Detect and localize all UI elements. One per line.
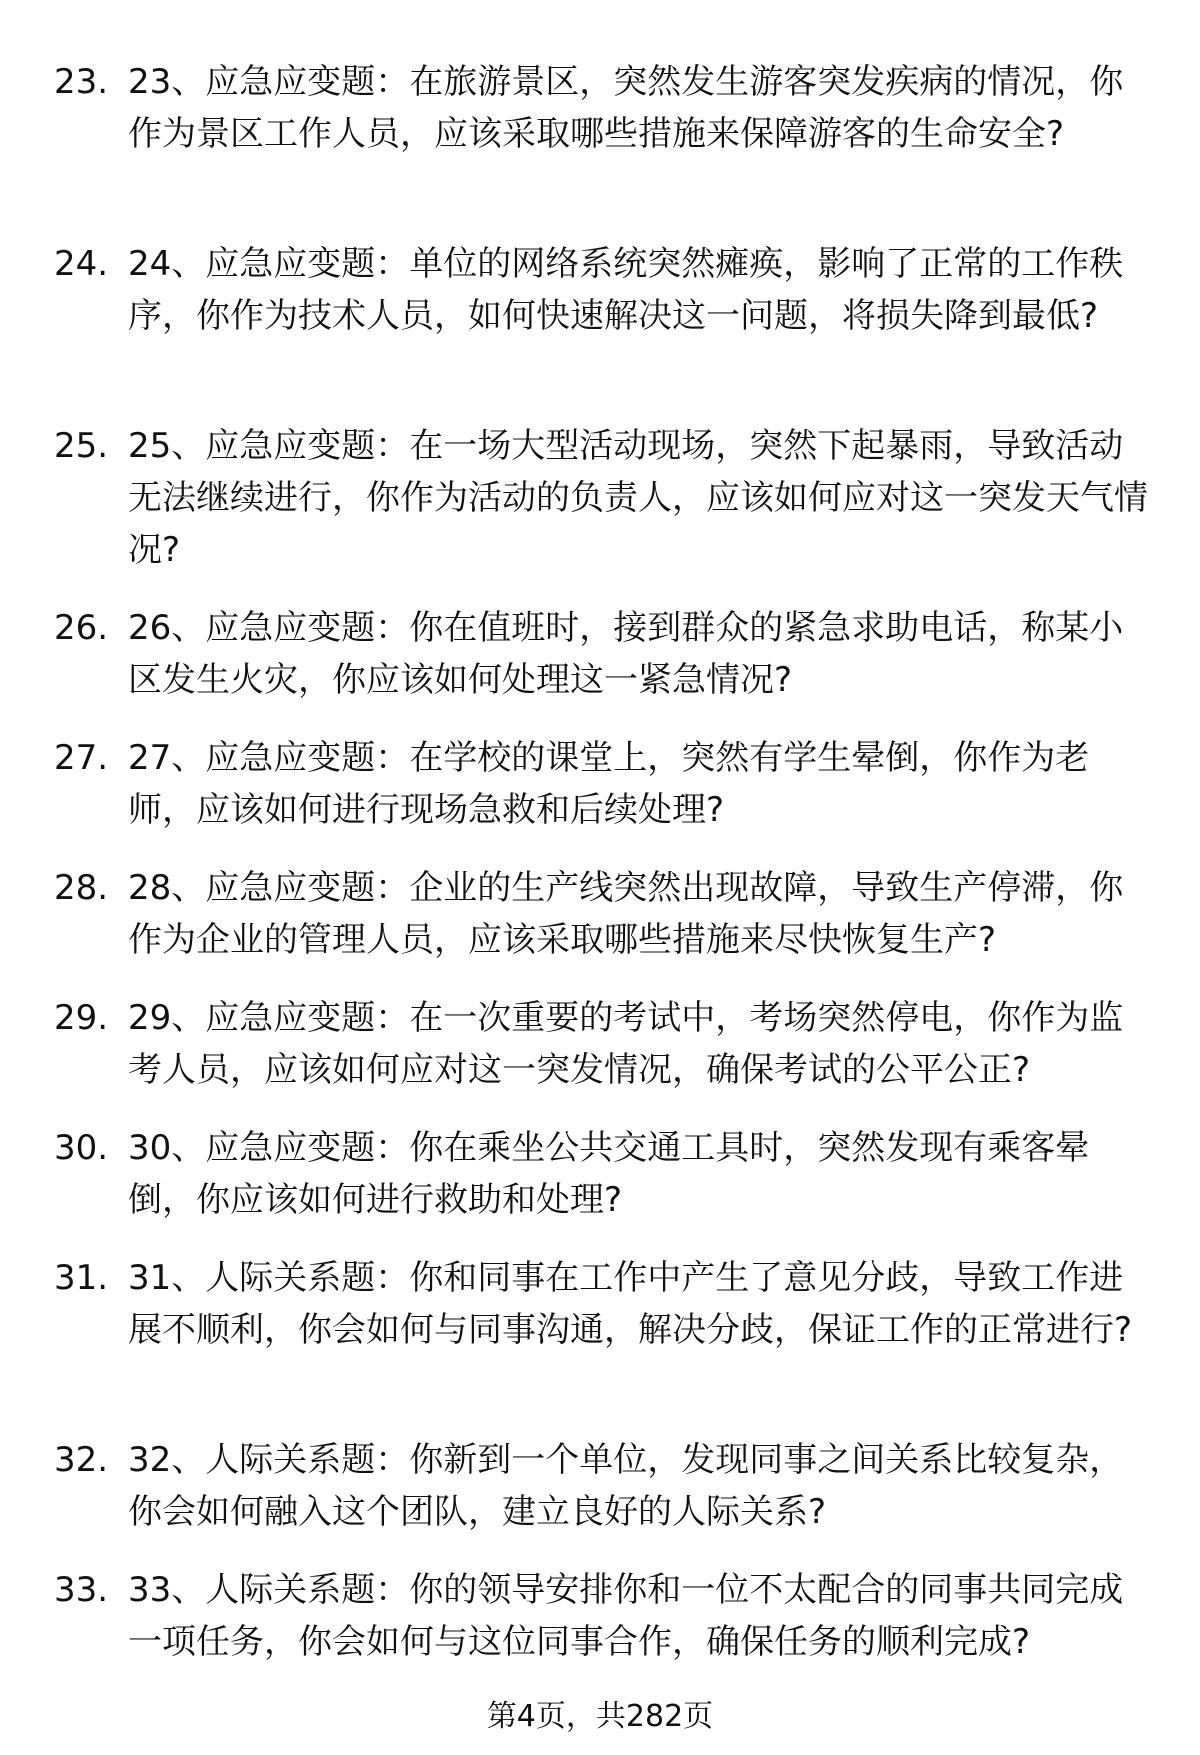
question-text: 32、人际关系题：你新到一个单位，发现同事之间关系比较复杂，你会如何融入这个团队，建立良好的人际关系? (128, 1440, 1124, 1532)
question-number: 25. (54, 426, 109, 466)
question-number: 33. (54, 1570, 109, 1610)
question-number: 29. (54, 998, 109, 1038)
question-number: 31. (54, 1258, 109, 1298)
question-text: 23、应急应变题：在旅游景区，突然发生游客突发疾病的情况，你作为景区工作人员，应该采取哪些措施来保障游客的生命安全? (128, 62, 1124, 154)
question-text: 30、应急应变题：你在乘坐公共交通工具时，突然发现有乘客晕倒，你应该如何进行救助和处理? (128, 1128, 1090, 1220)
question-number: 28. (54, 868, 109, 908)
question-number: 24. (54, 244, 109, 284)
question-text: 28、应急应变题：企业的生产线突然出现故障，导致生产停滞，你作为企业的管理人员，应该采取哪些措施来尽快恢复生产? (128, 868, 1124, 960)
question-number: 32. (54, 1440, 109, 1480)
question-number: 26. (54, 608, 109, 648)
question-text: 33、人际关系题：你的领导安排你和一位不太配合的同事共同完成一项任务，你会如何与这位同事合作，确保任务的顺利完成? (128, 1570, 1124, 1662)
question-number: 30. (54, 1128, 109, 1168)
page-footer: 第4页，共282页 (486, 1699, 714, 1734)
question-text: 25、应急应变题：在一场大型活动现场，突然下起暴雨，导致活动无法继续进行，你作为活动的负责人，应该如何应对这一突发天气情况? (128, 426, 1148, 570)
question-number: 23. (54, 62, 109, 102)
question-text: 26、应急应变题：你在值班时，接到群众的紧急求助电话，称某小区发生火灾，你应该如何处理这一紧急情况? (128, 608, 1124, 700)
question-text: 29、应急应变题：在一次重要的考试中，考场突然停电，你作为监考人员，应该如何应对这一突发情况，确保考试的公平公正? (128, 998, 1124, 1090)
question-number: 27. (54, 738, 109, 778)
question-text: 24、应急应变题：单位的网络系统突然瘫痪，影响了正常的工作秩序，你作为技术人员，如何快速解决这一问题，将损失降到最低? (128, 244, 1124, 336)
question-text: 31、人际关系题：你和同事在工作中产生了意见分歧，导致工作进展不顺利，你会如何与同事沟通，解决分歧，保证工作的正常进行? (128, 1258, 1133, 1350)
question-text: 27、应急应变题：在学校的课堂上，突然有学生晕倒，你作为老师，应该如何进行现场急救和后续处理? (128, 738, 1090, 830)
